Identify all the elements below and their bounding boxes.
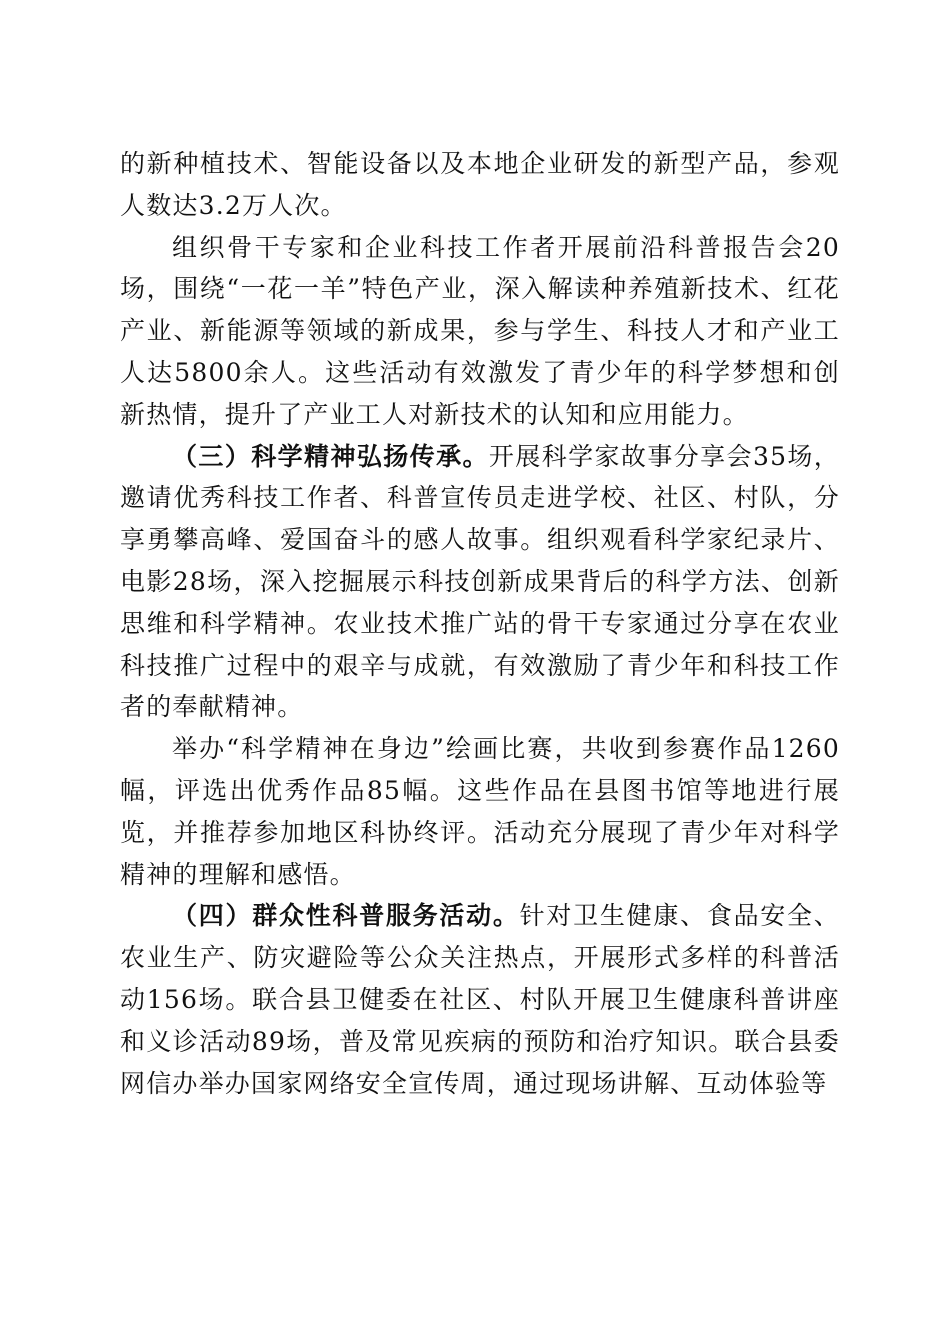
paragraph-text: 举办“科学精神在身边”绘画比赛，共收到参赛作品1260幅，评选出优秀作品85幅。这些作品在县图书馆等地进行展览，并推荐参加地区科协终评。活动充分展现了青少年对科学精神的理解和感悟。 <box>120 734 840 889</box>
paragraph-painting-contest <box>120 728 840 895</box>
paragraph-text: 的新种植技术、智能设备以及本地企业研发的新型产品，参观人数达3.2万人次。 <box>120 149 840 220</box>
paragraph-section-four <box>120 895 840 1104</box>
document-body <box>120 143 840 1104</box>
section-heading-three: （三）科学精神弘扬传承。 <box>172 441 489 471</box>
paragraph-science-reports <box>120 227 840 436</box>
section-heading-four: （四）群众性科普服务活动。 <box>172 901 520 931</box>
paragraph-continued <box>120 143 840 227</box>
paragraph-text: 开展科学家故事分享会35场，邀请优秀科技工作者、科普宣传员走进学校、社区、村队，分享勇攀高峰、爱国奋斗的感人故事。组织观看科学家纪录片、电影28场，深入挖掘展示科技创新成果背后的科学方法、创新思维和科学精神。农业技术推广站的骨干专家通过分享在农业科技推广过程中的艰辛与成就，有效激励了青少年和科技工作者的奉献精神。 <box>120 441 840 722</box>
paragraph-text: 组织骨干专家和企业科技工作者开展前沿科普报告会20场，围绕“一花一羊”特色产业，深入解读种养殖新技术、红花产业、新能源等领域的新成果，参与学生、科技人才和产业工人达5800余人。这些活动有效激发了青少年的科学梦想和创新热情，提升了产业工人对新技术的认知和应用能力。 <box>120 232 840 429</box>
paragraph-section-three <box>120 436 840 729</box>
paragraph-text: 针对卫生健康、食品安全、农业生产、防灾避险等公众关注热点，开展形式多样的科普活动156场。联合县卫健委在社区、村队开展卫生健康科普讲座和义诊活动89场，普及常见疾病的预防和治疗知识。联合县委网信办举办国家网络安全宣传周，通过现场讲解、互动体验等 <box>120 901 840 1098</box>
